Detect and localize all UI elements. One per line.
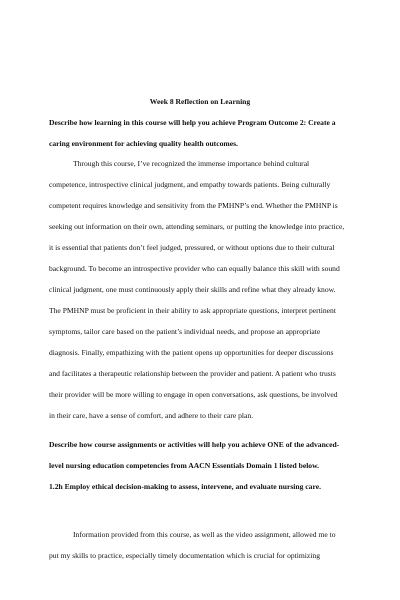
paragraph-line: Through this course, I’ve recognized the immense importance behind cultural	[73, 159, 310, 168]
heading-line: 1.2h Employ ethical decision-making to assess, intervene, and evaluate nursing care.	[49, 482, 321, 491]
paragraph-line: diagnosis. Finally, empathizing with the patient opens up opportunities for deeper discussions	[49, 348, 334, 357]
heading-line: Describe how course assignments or activities will help you achieve ONE of the advanced-	[49, 440, 340, 449]
competency-heading	[49, 476, 373, 497]
paragraph-line: clinical judgment, one must continuously apply their skills and refine what they already know.	[49, 285, 336, 294]
paragraph-line: and facilitates a therapeutic relationship between the provider and patient. A patient who trusts	[49, 369, 336, 378]
paragraph-line: their provider will be more willing to engage in open conversations, ask questions, be involved	[49, 390, 338, 399]
paragraph-line: it is essential that patients don’t feel judged, pressured, or without options due to their cultural	[49, 243, 335, 252]
paragraph-line: background. To become an introspective provider who can equally balance this skill with sound	[49, 264, 340, 273]
paragraph-line: competent requires knowledge and sensitivity from the PMHNP’s end. Whether the PMHNP is	[49, 201, 338, 210]
paragraph-line: seeking out information on their own, attending seminars, or putting the knowledge into practice,	[49, 222, 345, 231]
heading-line: Describe how learning in this course will help you achieve Program Outcome 2: Create a	[49, 118, 336, 127]
paragraph-line: symptoms, tailor care based on the patient’s individual needs, and propose an appropriate	[49, 327, 321, 336]
heading-line: level nursing education competencies from AACN Essentials Domain 1 listed below.	[49, 461, 320, 470]
document-title: Week 8 Reflection on Learning	[149, 97, 251, 106]
heading-line: caring environment for achieving quality health outcomes.	[49, 139, 238, 148]
paragraph-line: Information provided from this course, as well as the video assignment, allowed me to	[73, 530, 336, 539]
body-paragraph-reflection	[49, 153, 373, 426]
body-paragraph-information	[49, 524, 373, 566]
paragraph-line: in their care, have a sense of comfort, and adhere to their care plan.	[49, 411, 254, 420]
paragraph-line: put my skills to practice, especially timely documentation which is crucial for optimizing	[49, 551, 320, 560]
section-heading-course-assignments	[49, 434, 373, 476]
section-heading-program-outcome	[49, 112, 373, 154]
paragraph-line: The PMHNP must be proficient in their ability to ask appropriate questions, interpret pertinent	[49, 306, 336, 315]
paragraph-line: competence, introspective clinical judgment, and empathy towards patients. Being culturally	[49, 180, 331, 189]
